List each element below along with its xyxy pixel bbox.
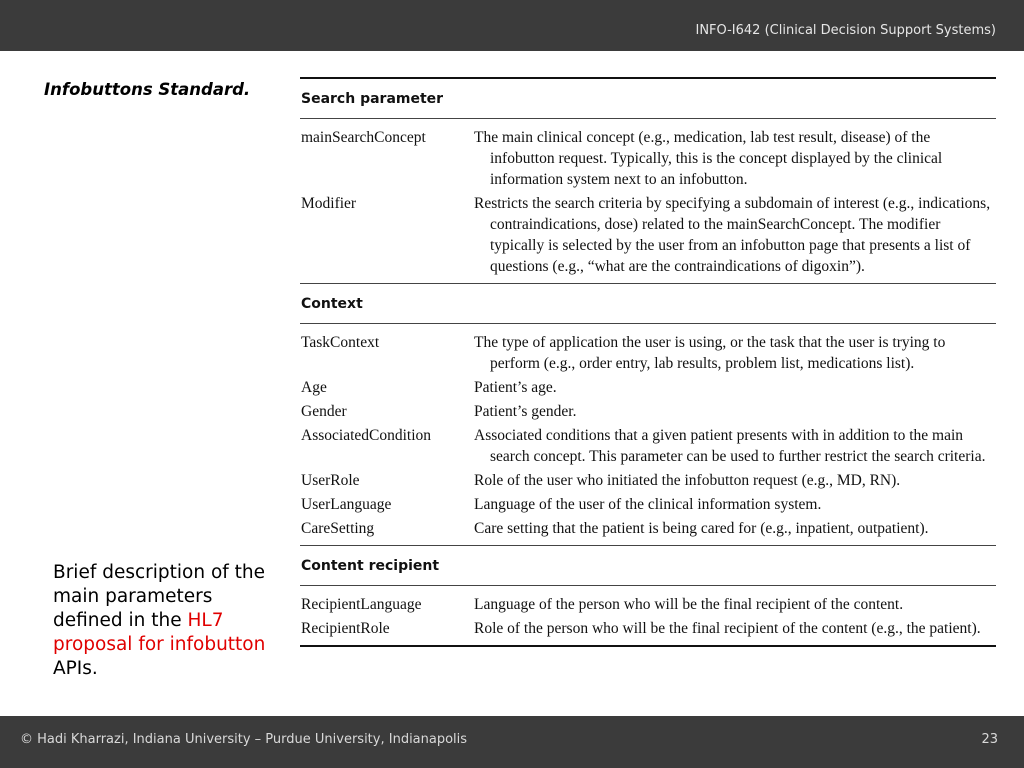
table-row (300, 332, 996, 374)
section-heading-search-parameter: Search parameter (301, 90, 444, 107)
table-row (300, 425, 996, 467)
page-number: 23 (981, 732, 998, 747)
slide-description (53, 561, 278, 681)
table-row (300, 127, 996, 190)
section-heading-context: Context (301, 295, 363, 312)
parameter-description: The main clinical concept (e.g., medication, lab test result, disease) of the infobutton request. Typically, this is the concept displayed by the clinical information system next to an infobutton. (474, 129, 943, 188)
table-row (300, 494, 996, 515)
parameter-name: Gender (301, 403, 347, 420)
parameter-name: Modifier (301, 195, 357, 212)
parameter-description: Associated conditions that a given patient presents with in addition to the main search concept. This parameter can be used to further restrict the search criteria. (474, 427, 986, 465)
description-text: Brief description of the main parameters defined in the (53, 562, 266, 631)
table-row (300, 193, 996, 277)
parameter-name: Age (301, 379, 327, 396)
parameter-name: RecipientRole (301, 620, 390, 637)
parameter-name: TaskContext (301, 334, 380, 351)
header-bar (0, 0, 1024, 51)
parameter-description: The type of application the user is using, or the task that the user is trying to perform (e.g., order entry, lab results, problem list, medications list). (474, 334, 946, 372)
table-row (300, 594, 996, 615)
section-rows-search-parameter (300, 119, 996, 283)
table-bottom-rule (300, 645, 996, 647)
parameter-name: RecipientLanguage (301, 596, 422, 613)
parameter-name: mainSearchConcept (301, 129, 426, 146)
parameter-description: Care setting that the patient is being cared for (e.g., inpatient, outpatient). (474, 520, 929, 537)
table-row (300, 377, 996, 398)
footer-bar (0, 716, 1024, 768)
table-row (300, 618, 996, 639)
section-heading-content-recipient: Content recipient (301, 557, 440, 574)
parameter-description: Restricts the search criteria by specifying a subdomain of interest (e.g., indications, contraindications, dose) related to the mainSearchConcept. The modifier typically is selected by the user from an infobutton page that presents a list of questions (e.g., “what are the contraindications of digoxin”). (474, 195, 991, 275)
copyright-text: © Hadi Kharrazi, Indiana University – Purdue University, Indianapolis (20, 732, 468, 747)
parameter-description: Language of the person who will be the final recipient of the content. (474, 596, 904, 613)
parameter-description: Language of the user of the clinical information system. (474, 496, 822, 513)
parameter-description: Role of the user who initiated the infobutton request (e.g., MD, RN). (474, 472, 901, 489)
table-row (300, 401, 996, 422)
parameter-description: Patient’s age. (474, 379, 557, 396)
slide-title: Infobuttons Standard. (44, 80, 251, 99)
course-title: INFO-I642 (Clinical Decision Support Systems) (695, 23, 996, 38)
parameter-name: AssociatedCondition (301, 427, 432, 444)
table-row (300, 518, 996, 539)
description-highlight: HL7 proposal for infobutton (53, 610, 266, 655)
parameter-description: Role of the person who will be the final recipient of the content (e.g., the patient). (474, 620, 981, 637)
parameter-description: Patient’s gender. (474, 403, 577, 420)
parameter-name: UserLanguage (301, 496, 392, 513)
table-row (300, 470, 996, 491)
description-text-end: APIs. (53, 658, 98, 679)
parameter-name: UserRole (301, 472, 360, 489)
section-rows-content-recipient (300, 586, 996, 645)
parameter-name: CareSetting (301, 520, 375, 537)
section-rows-context (300, 324, 996, 545)
parameter-table (300, 77, 996, 647)
